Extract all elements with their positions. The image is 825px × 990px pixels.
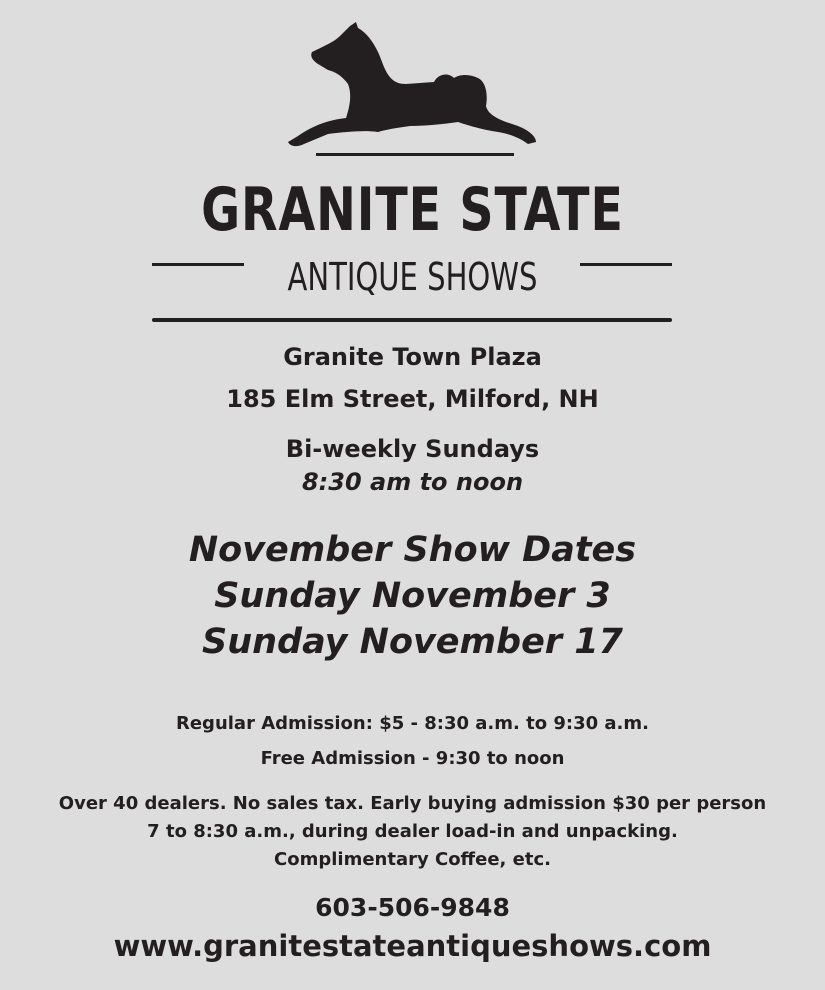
- free-admission: Free Admission - 9:30 to noon: [260, 748, 565, 769]
- show-date: Sunday November 17: [202, 622, 623, 662]
- details-line: Complimentary Coffee, etc.: [274, 849, 551, 870]
- rule-bottom: [152, 318, 672, 322]
- venue-name: Granite Town Plaza: [283, 343, 542, 371]
- brand-title: GRANITE STATE: [201, 175, 624, 245]
- rule-right: [580, 263, 672, 266]
- details-line: 7 to 8:30 a.m., during dealer load-in and unpacking.: [147, 821, 678, 842]
- rocking-horse-icon: [284, 22, 542, 156]
- details-line: Over 40 dealers. No sales tax. Early buying admission $30 per person: [58, 793, 767, 814]
- show-dates-heading: November Show Dates: [188, 530, 637, 570]
- schedule-frequency: Bi-weekly Sundays: [285, 435, 540, 463]
- brand-subtitle: ANTIQUE SHOWS: [287, 255, 538, 299]
- show-date: Sunday November 3: [214, 576, 611, 616]
- website-url: www.granitestateantiqueshows.com: [113, 929, 712, 963]
- regular-admission: Regular Admission: $5 - 8:30 a.m. to 9:30 a.m.: [175, 713, 649, 734]
- venue-address: 185 Elm Street, Milford, NH: [226, 385, 599, 413]
- phone-number: 603-506-9848: [315, 893, 510, 922]
- schedule-hours: 8:30 am to noon: [301, 468, 524, 496]
